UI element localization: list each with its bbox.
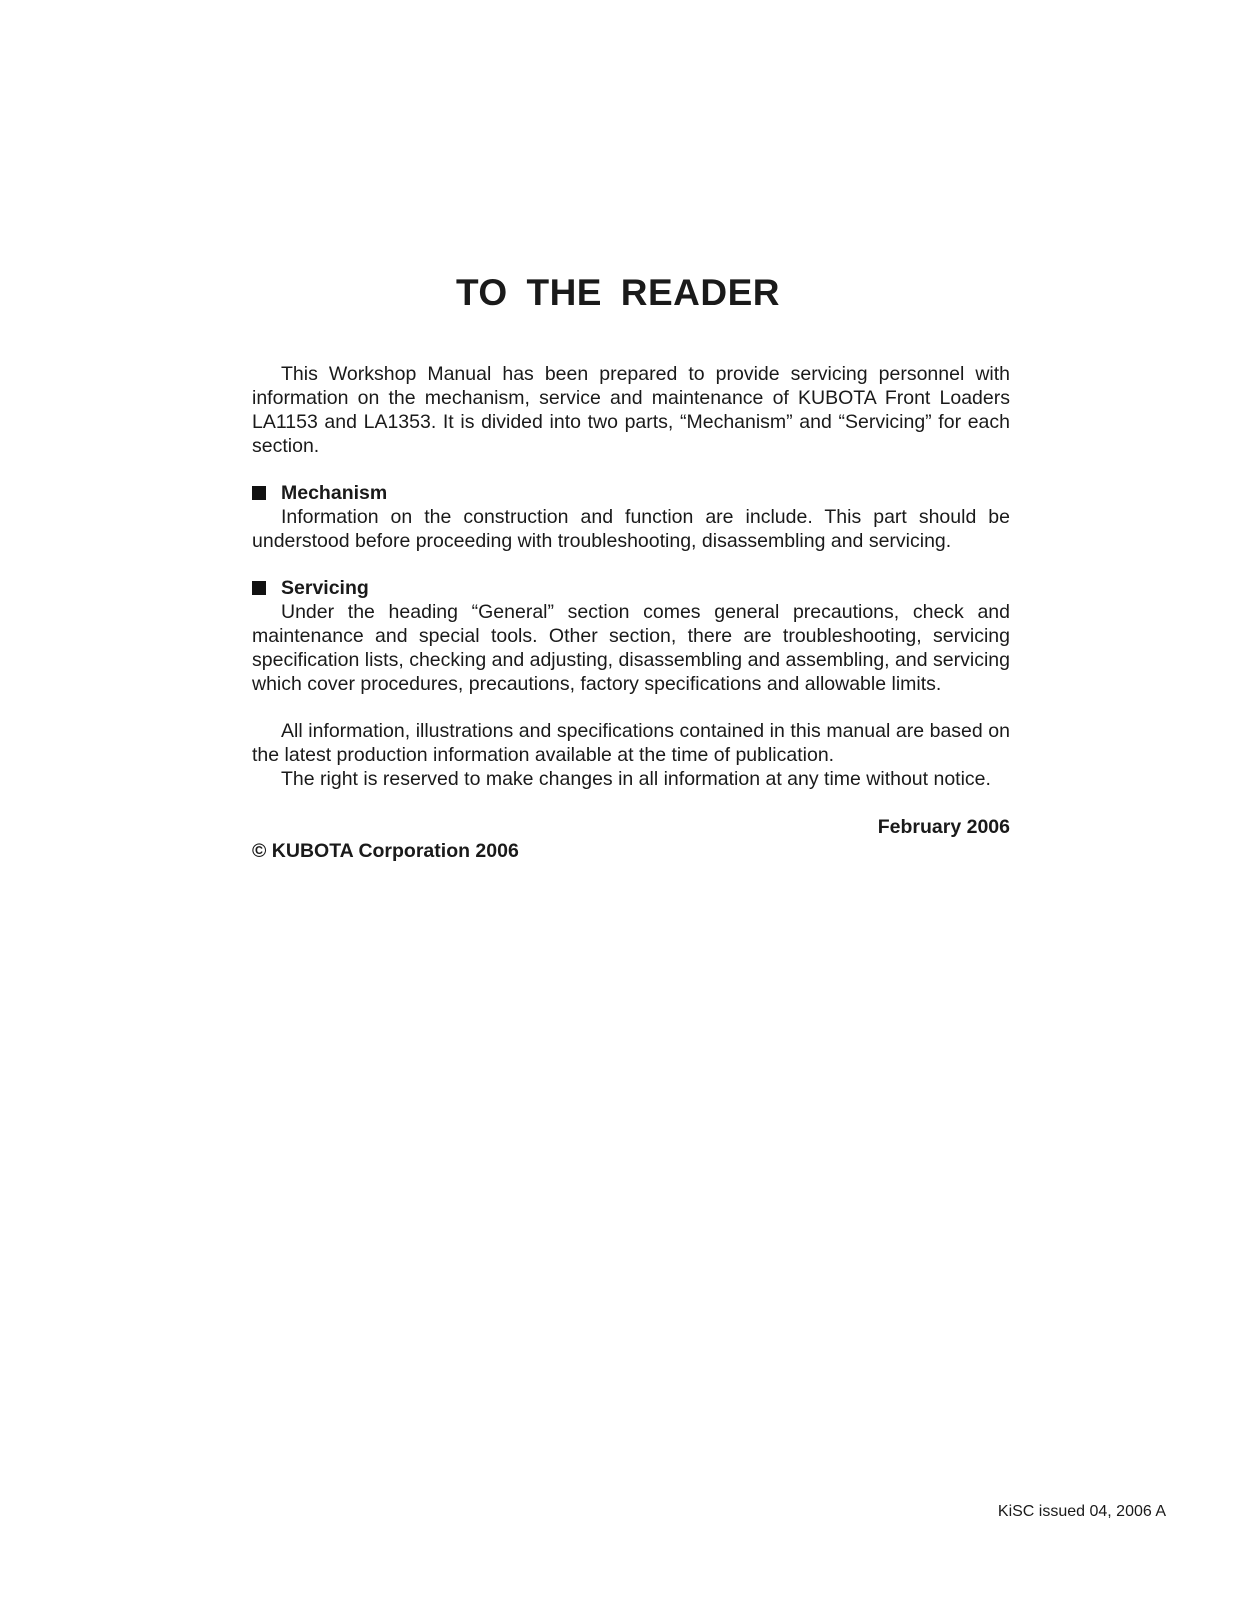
section-mechanism <box>252 481 1010 553</box>
square-bullet-icon <box>252 581 266 595</box>
section-heading-mechanism <box>252 481 1010 505</box>
square-bullet-icon <box>252 486 266 500</box>
section-heading-servicing <box>252 576 1010 600</box>
section-heading-label: Mechanism <box>281 482 388 504</box>
footer-issue-code: KiSC issued 04, 2006 A <box>997 1503 1166 1520</box>
publication-date: February 2006 <box>877 816 1010 838</box>
section-body-servicing: Under the heading “General” section comes general precautions, check and maintenance and special tools. Other section, there are troubleshooting, servicing specification lists, checking and adjusting, disassembling and assembling, and servicing which cover procedures, precautions, factory specifications and allowable limits. <box>252 601 1010 695</box>
rights-reserved-paragraph: The right is reserved to make changes in all information at any time without notice. <box>281 768 991 790</box>
section-heading-label: Servicing <box>281 577 369 599</box>
copyright-notice: © KUBOTA Corporation 2006 <box>252 840 519 862</box>
section-body-mechanism: Information on the construction and function are include. This part should be understood before proceeding with troubleshooting, disassembling and servicing. <box>252 506 1010 552</box>
section-servicing <box>252 576 1010 696</box>
intro-paragraph: This Workshop Manual has been prepared to provide servicing personnel with information on the mechanism, service and maintenance of KUBOTA Front Loaders LA1153 and LA1353. It is divided into two parts, “Mechanism” and “Servicing” for each section. <box>252 363 1010 457</box>
notice-paragraph: All information, illustrations and specifications contained in this manual are based on the latest production information available at the time of publication. <box>252 720 1010 766</box>
document-body <box>252 362 1010 863</box>
page-title: TO THE READER <box>455 272 780 313</box>
